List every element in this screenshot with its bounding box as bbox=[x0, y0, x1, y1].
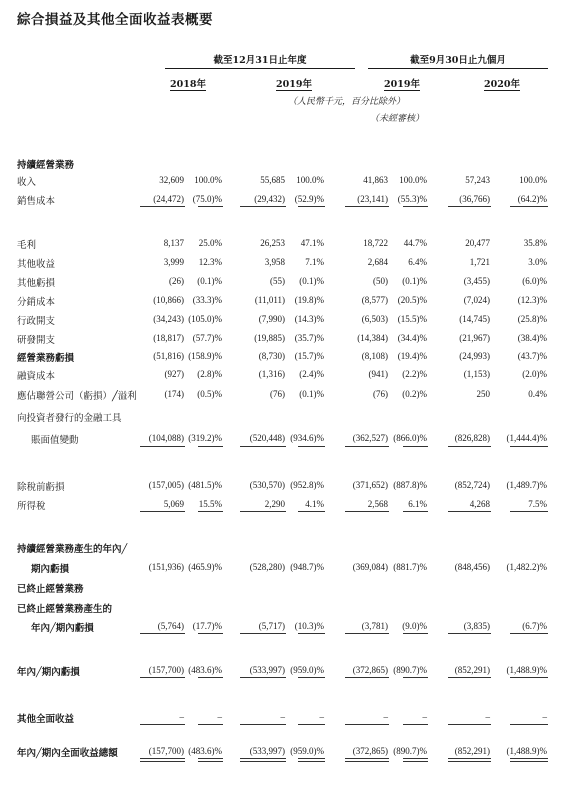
cell-value: 4,268 bbox=[469, 499, 490, 509]
row-label: 年內╱期內虧損 bbox=[31, 623, 94, 634]
cell-value: (481.5)% bbox=[188, 480, 222, 490]
rule-line bbox=[403, 511, 428, 512]
double-rule bbox=[240, 758, 286, 762]
audit-note: （未經審核） bbox=[370, 114, 425, 124]
cell-value: (64.2)% bbox=[517, 194, 547, 204]
rule-line bbox=[198, 724, 223, 725]
header-2018: 2018年 bbox=[170, 76, 206, 91]
cell-value: (158.9)% bbox=[188, 351, 222, 361]
cell-value: (533,997) bbox=[249, 665, 285, 675]
cell-value: (174) bbox=[164, 389, 184, 399]
cell-value: 47.1% bbox=[300, 238, 324, 248]
cell-value: (0.1)% bbox=[197, 276, 222, 286]
cell-value: (8,577) bbox=[361, 295, 388, 305]
row-label: 其他全面收益 bbox=[17, 714, 75, 725]
cell-value: 3.0% bbox=[528, 257, 547, 267]
cell-value: (2.8)% bbox=[197, 369, 222, 379]
cell-value: (35.7)% bbox=[294, 333, 324, 343]
rule-line bbox=[298, 724, 325, 725]
double-rule bbox=[298, 758, 325, 762]
cell-value: (5,764) bbox=[157, 621, 184, 631]
cell-value: (10.3)% bbox=[294, 621, 324, 631]
row-label: 收入 bbox=[17, 177, 37, 188]
cell-value: 18,722 bbox=[363, 238, 388, 248]
cell-value: 250 bbox=[476, 389, 490, 399]
cell-value: (2.2)% bbox=[402, 369, 427, 379]
double-rule bbox=[140, 758, 185, 762]
cell-value: (6.0)% bbox=[522, 276, 547, 286]
cell-value: (26) bbox=[169, 276, 184, 286]
row-label: 其他收益 bbox=[17, 259, 56, 270]
cell-value: (890.7)% bbox=[393, 665, 427, 675]
cell-value: (104,088) bbox=[148, 433, 184, 443]
rule-line bbox=[403, 677, 428, 678]
cell-value: (33.3)% bbox=[192, 295, 222, 305]
cell-value: (0.2)% bbox=[402, 389, 427, 399]
cell-value: (20.5)% bbox=[397, 295, 427, 305]
row-label: 經營業務虧損 bbox=[17, 353, 75, 364]
cell-value: 100.0% bbox=[399, 175, 427, 185]
rule-line bbox=[345, 446, 389, 447]
cell-value: (8,108) bbox=[361, 351, 388, 361]
cell-value: (55.3)% bbox=[397, 194, 427, 204]
rule-line bbox=[403, 633, 428, 634]
cell-value: (0.5)% bbox=[197, 389, 222, 399]
rule-line bbox=[298, 677, 325, 678]
rule-line bbox=[510, 677, 548, 678]
row-label: 已終止經營業務產生的 bbox=[17, 604, 113, 615]
row-label: 年內╱期內全面收益總額 bbox=[17, 748, 118, 759]
row-label: 毛利 bbox=[17, 240, 37, 251]
rule-line bbox=[448, 206, 491, 207]
cell-value: (3,455) bbox=[463, 276, 490, 286]
cell-value: 3,958 bbox=[264, 257, 285, 267]
cell-value: (319.2)% bbox=[188, 433, 222, 443]
rule-line bbox=[448, 633, 491, 634]
cell-value: (852,724) bbox=[454, 480, 490, 490]
cell-value: (1,153) bbox=[463, 369, 490, 379]
rule-line bbox=[510, 511, 548, 512]
cell-value: 3,999 bbox=[163, 257, 184, 267]
rule-line bbox=[140, 511, 185, 512]
rule-line bbox=[403, 446, 428, 447]
cell-value: (465.9)% bbox=[188, 562, 222, 572]
cell-value: (8,730) bbox=[258, 351, 285, 361]
rule-line bbox=[298, 511, 325, 512]
cell-value: 100.0% bbox=[296, 175, 324, 185]
cell-value: 12.3% bbox=[198, 257, 222, 267]
cell-value: 26,253 bbox=[260, 238, 285, 248]
cell-value: (927) bbox=[164, 369, 184, 379]
cell-value: (369,084) bbox=[352, 562, 388, 572]
cell-value: – bbox=[217, 712, 222, 722]
rule-line bbox=[345, 724, 389, 725]
cell-value: (21,967) bbox=[459, 333, 490, 343]
cell-value: 25.0% bbox=[198, 238, 222, 248]
cell-value: (1,488.9)% bbox=[506, 665, 547, 675]
cell-value: (18,817) bbox=[153, 333, 184, 343]
cell-value: (51,816) bbox=[153, 351, 184, 361]
cell-value: 32,609 bbox=[159, 175, 184, 185]
rule-line bbox=[345, 677, 389, 678]
cell-value: 8,137 bbox=[163, 238, 184, 248]
cell-value: (5,717) bbox=[258, 621, 285, 631]
rule-line bbox=[198, 677, 223, 678]
cell-value: (6,503) bbox=[361, 314, 388, 324]
cell-value: (959.0)% bbox=[290, 746, 324, 756]
cell-value: (25.8)% bbox=[517, 314, 547, 324]
cell-value: 35.8% bbox=[523, 238, 547, 248]
cell-value: 1,721 bbox=[469, 257, 490, 267]
cell-value: (15.7)% bbox=[294, 351, 324, 361]
rule-line bbox=[345, 206, 389, 207]
cell-value: (76) bbox=[270, 389, 285, 399]
cell-value: (0.1)% bbox=[402, 276, 427, 286]
header-2020-nine-months: 2020年 bbox=[484, 76, 520, 91]
rule-line bbox=[345, 511, 389, 512]
cell-value: (34.4)% bbox=[397, 333, 427, 343]
rule-line bbox=[198, 511, 223, 512]
row-label: 年內╱期內虧損 bbox=[17, 667, 80, 678]
cell-value: 44.7% bbox=[403, 238, 427, 248]
rule-line bbox=[448, 724, 491, 725]
double-rule bbox=[510, 758, 548, 762]
cell-value: (1,316) bbox=[258, 369, 285, 379]
rule-line bbox=[298, 206, 325, 207]
row-label: 期內虧損 bbox=[31, 564, 70, 575]
cell-value: (55) bbox=[270, 276, 285, 286]
cell-value: – bbox=[280, 712, 285, 722]
cell-value: 100.0% bbox=[194, 175, 222, 185]
row-label: 研發開支 bbox=[17, 335, 56, 346]
rule-line bbox=[140, 206, 185, 207]
cell-value: (19.8)% bbox=[294, 295, 324, 305]
cell-value: (12.3)% bbox=[517, 295, 547, 305]
cell-value: (3,835) bbox=[463, 621, 490, 631]
cell-value: (852,291) bbox=[454, 665, 490, 675]
rule-line bbox=[298, 633, 325, 634]
rule-line bbox=[198, 206, 223, 207]
cell-value: (29,432) bbox=[254, 194, 285, 204]
cell-value: 7.5% bbox=[528, 499, 547, 509]
cell-value: 2,568 bbox=[367, 499, 388, 509]
rule-line bbox=[510, 446, 548, 447]
cell-value: – bbox=[485, 712, 490, 722]
cell-value: (959.0)% bbox=[290, 665, 324, 675]
rule-line bbox=[510, 206, 548, 207]
row-label: 分銷成本 bbox=[17, 297, 56, 308]
cell-value: (151,936) bbox=[148, 562, 184, 572]
cell-value: (0.1)% bbox=[299, 276, 324, 286]
cell-value: (371,652) bbox=[352, 480, 388, 490]
cell-value: 41,863 bbox=[363, 175, 388, 185]
rule-line bbox=[240, 446, 286, 447]
row-label: 融資成本 bbox=[17, 371, 56, 382]
cell-value: 4.1% bbox=[305, 499, 324, 509]
cell-value: – bbox=[383, 712, 388, 722]
cell-value: (43.7)% bbox=[517, 351, 547, 361]
rule-line bbox=[140, 633, 185, 634]
cell-value: 6.1% bbox=[408, 499, 427, 509]
cell-value: – bbox=[319, 712, 324, 722]
cell-value: (372,865) bbox=[352, 746, 388, 756]
row-label: 行政開支 bbox=[17, 316, 56, 327]
cell-value: 15.5% bbox=[198, 499, 222, 509]
cell-value: (24,993) bbox=[459, 351, 490, 361]
row-label: 持續經營業務 bbox=[17, 160, 75, 171]
row-label: 應佔聯營公司（虧損）╱溢利 bbox=[17, 391, 137, 402]
double-rule bbox=[198, 758, 223, 762]
cell-value: (14,745) bbox=[459, 314, 490, 324]
cell-value: (530,570) bbox=[249, 480, 285, 490]
cell-value: (866.0)% bbox=[393, 433, 427, 443]
cell-value: (9.0)% bbox=[402, 621, 427, 631]
rule-line bbox=[510, 633, 548, 634]
cell-value: (57.7)% bbox=[192, 333, 222, 343]
cell-value: (2.4)% bbox=[299, 369, 324, 379]
cell-value: (7,024) bbox=[463, 295, 490, 305]
cell-value: (362,527) bbox=[352, 433, 388, 443]
page-title: 綜合損益及其他全面收益表概要 bbox=[17, 12, 213, 28]
rule-line bbox=[140, 446, 185, 447]
cell-value: (520,448) bbox=[249, 433, 285, 443]
unit-note: （人民幣千元，百分比除外） bbox=[288, 97, 406, 107]
cell-value: 57,243 bbox=[465, 175, 490, 185]
rule-line bbox=[240, 511, 286, 512]
header-2019: 2019年 bbox=[276, 76, 312, 91]
cell-value: (1,482.2)% bbox=[506, 562, 547, 572]
cell-value: (0.1)% bbox=[299, 389, 324, 399]
cell-value: (75.0)% bbox=[192, 194, 222, 204]
cell-value: (34,243) bbox=[153, 314, 184, 324]
rule-line bbox=[240, 206, 286, 207]
row-label: 已終止經營業務 bbox=[17, 584, 84, 595]
rule-line bbox=[298, 446, 325, 447]
double-rule bbox=[345, 758, 389, 762]
cell-value: (890.7)% bbox=[393, 746, 427, 756]
rule-line bbox=[345, 633, 389, 634]
double-rule bbox=[403, 758, 428, 762]
cell-value: (105.0)% bbox=[188, 314, 222, 324]
rule-line bbox=[140, 677, 185, 678]
double-rule bbox=[448, 758, 491, 762]
cell-value: (14.3)% bbox=[294, 314, 324, 324]
cell-value: (6.7)% bbox=[522, 621, 547, 631]
row-label: 除稅前虧損 bbox=[17, 482, 65, 493]
cell-value: 100.0% bbox=[519, 175, 547, 185]
cell-value: (372,865) bbox=[352, 665, 388, 675]
cell-value: (483.6)% bbox=[188, 746, 222, 756]
rule-line bbox=[403, 206, 428, 207]
header-2019-nine-months: 2019年 bbox=[384, 76, 420, 91]
rule-line bbox=[448, 511, 491, 512]
cell-value: (50) bbox=[373, 276, 388, 286]
rule-line bbox=[403, 724, 428, 725]
cell-value: 2,684 bbox=[367, 257, 388, 267]
cell-value: (157,005) bbox=[148, 480, 184, 490]
header-group-nine-months: 截至9月30日止九個月 bbox=[368, 52, 548, 69]
cell-value: (11,011) bbox=[254, 295, 285, 305]
cell-value: (852,291) bbox=[454, 746, 490, 756]
cell-value: 5,069 bbox=[163, 499, 184, 509]
row-label: 賬面值變動 bbox=[31, 435, 79, 446]
cell-value: (881.7)% bbox=[393, 562, 427, 572]
row-label: 其他虧損 bbox=[17, 278, 56, 289]
cell-value: (38.4)% bbox=[517, 333, 547, 343]
row-label: 銷售成本 bbox=[17, 196, 56, 207]
row-label: 持續經營業務產生的年內╱ bbox=[17, 544, 128, 555]
cell-value: (848,456) bbox=[454, 562, 490, 572]
row-label: 所得稅 bbox=[17, 501, 46, 512]
cell-value: (941) bbox=[368, 369, 388, 379]
rule-line bbox=[140, 724, 185, 725]
cell-value: (157,700) bbox=[148, 746, 184, 756]
rule-line bbox=[448, 446, 491, 447]
cell-value: 55,685 bbox=[260, 175, 285, 185]
cell-value: (76) bbox=[373, 389, 388, 399]
cell-value: 7.1% bbox=[305, 257, 324, 267]
cell-value: (533,997) bbox=[249, 746, 285, 756]
cell-value: 2,290 bbox=[264, 499, 285, 509]
cell-value: – bbox=[422, 712, 427, 722]
cell-value: (15.5)% bbox=[397, 314, 427, 324]
cell-value: (17.7)% bbox=[192, 621, 222, 631]
cell-value: (14,384) bbox=[357, 333, 388, 343]
cell-value: (483.6)% bbox=[188, 665, 222, 675]
cell-value: (23,141) bbox=[357, 194, 388, 204]
cell-value: 6.4% bbox=[408, 257, 427, 267]
header-group-year: 截至12月31日止年度 bbox=[165, 52, 355, 69]
cell-value: (19,885) bbox=[254, 333, 285, 343]
row-label: 向投資者發行的金融工具 bbox=[17, 413, 122, 424]
rule-line bbox=[240, 677, 286, 678]
rule-line bbox=[240, 633, 286, 634]
cell-value: (948.7)% bbox=[290, 562, 324, 572]
cell-value: (7,990) bbox=[258, 314, 285, 324]
rule-line bbox=[448, 677, 491, 678]
rule-line bbox=[510, 724, 548, 725]
cell-value: 0.4% bbox=[528, 389, 547, 399]
cell-value: (24,472) bbox=[153, 194, 184, 204]
cell-value: 20,477 bbox=[465, 238, 490, 248]
rule-line bbox=[240, 724, 286, 725]
cell-value: – bbox=[542, 712, 547, 722]
cell-value: (10,866) bbox=[153, 295, 184, 305]
rule-line bbox=[198, 633, 223, 634]
cell-value: (1,489.7)% bbox=[506, 480, 547, 490]
cell-value: (3,781) bbox=[361, 621, 388, 631]
cell-value: (826,828) bbox=[454, 433, 490, 443]
cell-value: (52.9)% bbox=[294, 194, 324, 204]
cell-value: (2.0)% bbox=[522, 369, 547, 379]
cell-value: (952.8)% bbox=[290, 480, 324, 490]
cell-value: (934.6)% bbox=[290, 433, 324, 443]
cell-value: (157,700) bbox=[148, 665, 184, 675]
rule-line bbox=[198, 446, 223, 447]
cell-value: – bbox=[179, 712, 184, 722]
cell-value: (1,444.4)% bbox=[506, 433, 547, 443]
cell-value: (1,488.9)% bbox=[506, 746, 547, 756]
cell-value: (19.4)% bbox=[397, 351, 427, 361]
cell-value: (36,766) bbox=[459, 194, 490, 204]
cell-value: (528,280) bbox=[249, 562, 285, 572]
cell-value: (887.8)% bbox=[393, 480, 427, 490]
